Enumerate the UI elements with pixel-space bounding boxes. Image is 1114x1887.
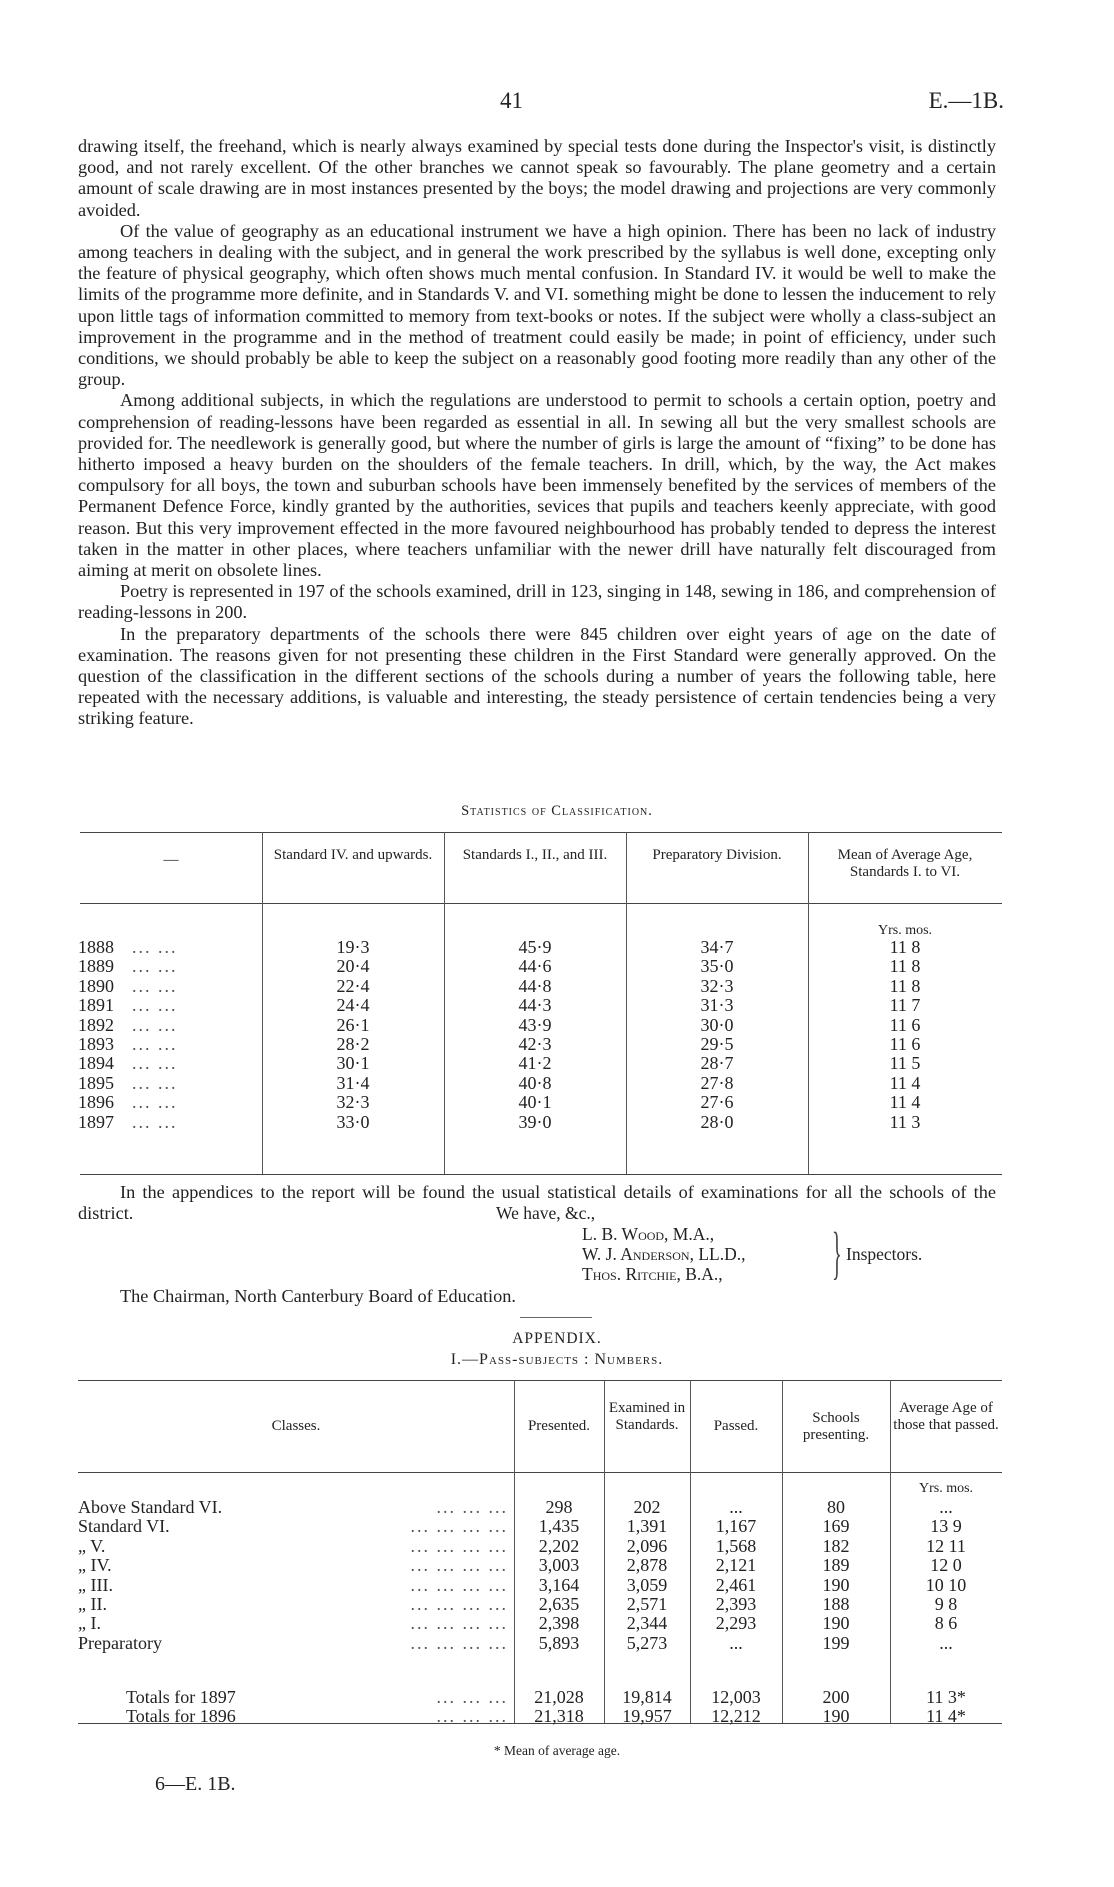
year-cell-text: 1897	[78, 1111, 114, 1132]
units-label: Yrs. mos.	[877, 923, 933, 938]
preparatory-cell	[626, 957, 808, 976]
average-age-cell-text: 8 6	[934, 1613, 958, 1634]
leader-dots: ... ... ... ...	[410, 1516, 508, 1537]
totals-schools-cell-text: 200	[822, 1687, 850, 1707]
class-cell	[78, 1556, 514, 1575]
mean-age-column	[808, 938, 1002, 1132]
leader-dots: ... ...	[132, 1092, 178, 1113]
totals-age-cell	[890, 1707, 1002, 1726]
schools-cell	[782, 1634, 890, 1653]
addressee: The Chairman, North Canterbury Board of Education.	[120, 1286, 516, 1306]
leader-dots: ... ... ...	[436, 1687, 508, 1707]
preparatory-cell-text: 29·5	[700, 1033, 734, 1054]
totals-passed	[690, 1688, 782, 1727]
average-age-cell	[890, 1498, 1002, 1517]
paragraph: In the preparatory departments of the schools there were 845 children over eight years of age on the date of examination. The reasons given for not presenting these children in the First Standard were generally approved. On the question of the classification in the different sections of the schools during a number of years the following table, here repeated with the necessary additions, is valuable and interesting, the steady persistence of certain tendencies being a very striking feature.	[78, 623, 996, 729]
class-cell-text: Preparatory	[78, 1632, 162, 1653]
column-header: Passed.	[713, 1418, 759, 1434]
average-age-cell-text: 12 11	[926, 1535, 966, 1556]
examined-cell-text: 1,391	[626, 1516, 668, 1537]
mean-age-cell	[808, 938, 1002, 957]
average-age-column	[890, 1498, 1002, 1653]
average-age-cell	[890, 1556, 1002, 1575]
schools-cell	[782, 1498, 890, 1517]
standard-iv-cell-text: 26·1	[336, 1014, 370, 1035]
year-cell-text: 1892	[78, 1014, 114, 1035]
standards-i-iii-cell-text: 41·2	[518, 1053, 552, 1074]
totals-schools-cell	[782, 1707, 890, 1726]
passed-cell-text: 1,167	[715, 1516, 757, 1537]
table-rule	[78, 1380, 1002, 1381]
class-cell-text: Standard VI.	[78, 1516, 170, 1537]
schools-cell	[782, 1537, 890, 1556]
leader-dots: ... ...	[132, 995, 178, 1016]
leader-dots: ... ...	[132, 1111, 178, 1132]
column-header: Classes.	[271, 1418, 321, 1434]
leader-dots: ... ...	[132, 1053, 178, 1074]
examined-cell	[604, 1498, 690, 1517]
year-cell-text: 1888	[78, 937, 114, 957]
mean-age-cell	[808, 1113, 1002, 1132]
leader-dots: ... ... ...	[436, 1706, 508, 1727]
standards-i-iii-cell	[444, 977, 626, 996]
schools-cell-text: 189	[822, 1555, 850, 1576]
year-cell	[78, 957, 260, 976]
preparatory-column	[626, 938, 808, 1132]
body-text	[78, 136, 996, 730]
leader-dots: ... ... ... ...	[410, 1535, 508, 1556]
table-rule	[80, 832, 1002, 833]
mean-age-cell-text: 11 4	[889, 1092, 921, 1113]
paragraph: drawing itself, the freehand, which is nearly always examined by special tests done during the Inspector's visit, is distinctly good, and not rarely excellent. Of the other branches we cannot speak so favourably. The plane geometry and a certain amount of scale drawing are in most instances presented by the boys; the model drawing and projections are very commonly avoided.	[78, 136, 996, 220]
standards-i-iii-cell	[444, 957, 626, 976]
presented-column	[514, 1498, 604, 1653]
examined-cell	[604, 1595, 690, 1614]
inspector-name: W. J. Anderson, LL.D.,	[582, 1244, 746, 1264]
preparatory-cell	[626, 1054, 808, 1073]
year-cell-text: 1890	[78, 975, 114, 996]
standard-iv-cell	[262, 1054, 444, 1073]
presented-cell	[514, 1576, 604, 1595]
mean-age-cell	[808, 1035, 1002, 1054]
schools-cell-text: 190	[822, 1574, 850, 1595]
preparatory-cell-text: 28·7	[700, 1053, 734, 1074]
schools-cell-text: 169	[822, 1516, 850, 1537]
preparatory-cell-text: 35·0	[700, 956, 734, 977]
passed-cell-text: ...	[729, 1632, 743, 1653]
standard-iv-cell	[262, 1074, 444, 1093]
year-cell-text: 1893	[78, 1033, 114, 1054]
paragraph: In the appendices to the report will be found the usual statistical details of examinations for all the schools of the district.	[78, 1182, 996, 1224]
standard-iv-cell	[262, 957, 444, 976]
presented-cell-text: 2,398	[538, 1613, 580, 1634]
mean-age-cell	[808, 1054, 1002, 1073]
average-age-cell-text: 9 8	[934, 1593, 958, 1614]
preparatory-cell	[626, 938, 808, 957]
presented-cell	[514, 1537, 604, 1556]
totals-presented-cell	[514, 1707, 604, 1726]
examined-cell-text: 202	[633, 1497, 661, 1517]
we-have: We have, &c.,	[496, 1203, 596, 1223]
preparatory-cell	[626, 1093, 808, 1112]
totals-schools	[782, 1688, 890, 1727]
standard-iv-cell-text: 33·0	[336, 1111, 370, 1132]
passed-cell-text: 2,393	[715, 1593, 757, 1614]
leader-dots: ... ... ...	[436, 1497, 508, 1517]
standard-iv-column	[262, 938, 444, 1132]
standards-i-iii-cell-text: 45·9	[518, 937, 552, 957]
passed-cell	[690, 1517, 782, 1536]
mean-age-cell-text: 11 8	[889, 937, 921, 957]
preparatory-cell-text: 28·0	[700, 1111, 734, 1132]
presented-cell-text: 2,635	[538, 1593, 580, 1614]
page-footer: 6—E. 1B.	[155, 1773, 236, 1795]
standard-iv-cell-text: 31·4	[336, 1072, 370, 1093]
mean-age-cell	[808, 957, 1002, 976]
page-number: 41	[500, 88, 523, 113]
class-cell	[78, 1614, 514, 1633]
totals-age-cell-text: 11 3*	[926, 1687, 966, 1707]
column-header: Presented.	[527, 1418, 591, 1434]
standards-i-iii-cell	[444, 1016, 626, 1035]
schools-cell	[782, 1517, 890, 1536]
leader-dots: ... ...	[132, 1033, 178, 1054]
leader-dots: ... ...	[132, 1014, 178, 1035]
footnote: * Mean of average age.	[493, 1743, 621, 1758]
mean-age-cell	[808, 1016, 1002, 1035]
year-cell	[78, 1093, 260, 1112]
class-cell-text: „ IV.	[78, 1555, 112, 1576]
classes-column	[78, 1498, 514, 1653]
passed-cell-text: 2,461	[715, 1574, 757, 1595]
standards-i-iii-cell	[444, 1074, 626, 1093]
totals-schools-cell	[782, 1688, 890, 1707]
appendix-title: APPENDIX.	[512, 1330, 602, 1347]
schools-cell	[782, 1614, 890, 1633]
totals-label-cell	[78, 1707, 514, 1726]
column-header: Examined in Standards.	[608, 1400, 686, 1433]
class-cell	[78, 1595, 514, 1614]
totals-examined-cell	[604, 1688, 690, 1707]
standard-iv-cell	[262, 1016, 444, 1035]
totals-presented-cell-text: 21,318	[534, 1706, 584, 1727]
preparatory-cell-text: 27·6	[700, 1092, 734, 1113]
standards-i-iii-cell	[444, 1054, 626, 1073]
mean-age-cell	[808, 977, 1002, 996]
table-rule	[80, 903, 1002, 904]
examined-cell	[604, 1537, 690, 1556]
examined-cell-text: 5,273	[626, 1632, 668, 1653]
preparatory-cell	[626, 1016, 808, 1035]
passed-cell	[690, 1576, 782, 1595]
year-cell	[78, 1035, 260, 1054]
preparatory-cell-text: 34·7	[700, 937, 734, 957]
standards-i-iii-cell-text: 44·3	[518, 995, 552, 1016]
totals-passed-cell-text: 12,003	[711, 1687, 761, 1707]
preparatory-cell-text: 30·0	[700, 1014, 734, 1035]
inspector-name: Thos. Ritchie, B.A.,	[582, 1264, 723, 1284]
passed-column	[690, 1498, 782, 1653]
paragraph: Of the value of geography as an educational instrument we have a high opinion. There has been no lack of industry among teachers in dealing with the subject, and in general the work prescribed by the syllabus is well done, excepting only the feature of physical geography, which often shows much mental confusion. In Standard IV. it would be well to make the limits of the programme more definite, and in Standards V. and VI. something might be done to lessen the inducement to rely upon little tags of information committed to memory from text-books or notes. If the subject were wholly a class-subject an improvement in the programme and in the method of treatment could easily be made; in point of efficiency, under such conditions, we should probably be able to keep the subject on a reasonably good footing more readily than any other of the group.	[78, 220, 996, 390]
average-age-cell	[890, 1614, 1002, 1633]
passed-cell-text: 1,568	[715, 1535, 757, 1556]
class-cell	[78, 1634, 514, 1653]
column-header: Schools presenting.	[802, 1410, 870, 1443]
totals-average-age	[890, 1688, 1002, 1727]
brace-icon: }	[832, 1220, 842, 1285]
passed-cell	[690, 1498, 782, 1517]
units-label: Yrs. mos.	[918, 1481, 974, 1496]
passed-cell	[690, 1634, 782, 1653]
preparatory-cell-text: 32·3	[700, 975, 734, 996]
schools-cell-text: 190	[822, 1613, 850, 1634]
preparatory-cell	[626, 1074, 808, 1093]
schools-cell-text: 182	[822, 1535, 850, 1556]
year-cell-text: 1889	[78, 956, 114, 977]
passed-cell	[690, 1595, 782, 1614]
examined-cell	[604, 1634, 690, 1653]
mean-age-cell-text: 11 5	[889, 1053, 921, 1074]
year-cell	[78, 1054, 260, 1073]
appendix-subtitle: I.—Pass-subjects : Numbers.	[450, 1351, 664, 1368]
totals-presented-cell-text: 21,028	[534, 1687, 584, 1707]
schools-cell	[782, 1595, 890, 1614]
presented-cell-text: 1,435	[538, 1516, 580, 1537]
standard-iv-cell-text: 30·1	[336, 1053, 370, 1074]
totals-passed-cell-text: 12,212	[711, 1706, 761, 1727]
year-column	[78, 938, 260, 1132]
passed-cell	[690, 1537, 782, 1556]
examined-cell	[604, 1556, 690, 1575]
passed-cell	[690, 1556, 782, 1575]
leader-dots: ... ... ... ...	[410, 1593, 508, 1614]
leader-dots: ... ...	[132, 1072, 178, 1093]
standards-i-iii-cell-text: 40·1	[518, 1092, 552, 1113]
standards-i-iii-cell-text: 39·0	[518, 1111, 552, 1132]
standards-i-iii-cell	[444, 1093, 626, 1112]
year-cell	[78, 938, 260, 957]
average-age-cell-text: 13 9	[930, 1516, 962, 1537]
totals-presented	[514, 1688, 604, 1727]
presented-cell-text: 2,202	[538, 1535, 580, 1556]
standard-iv-cell	[262, 1093, 444, 1112]
year-cell	[78, 1113, 260, 1132]
inspector-name: L. B. Wood, M.A.,	[582, 1224, 715, 1244]
passed-cell	[690, 1614, 782, 1633]
standards-i-iii-cell	[444, 1035, 626, 1054]
totals-label-cell	[78, 1688, 514, 1707]
average-age-cell-text: 10 10	[925, 1574, 967, 1595]
year-cell	[78, 996, 260, 1015]
examined-cell-text: 3,059	[626, 1574, 668, 1595]
totals-passed-cell	[690, 1688, 782, 1707]
standard-iv-cell-text: 28·2	[336, 1033, 370, 1054]
standard-iv-cell-text: 20·4	[336, 956, 370, 977]
year-cell-text: 1894	[78, 1053, 114, 1074]
leader-dots: ... ...	[132, 937, 178, 957]
class-cell-text: „ II.	[78, 1593, 107, 1614]
column-header: Standards I., II., and III.	[462, 847, 608, 863]
table-rule	[80, 1174, 1002, 1175]
preparatory-cell-text: 27·8	[700, 1072, 734, 1093]
schools-cell-text: 80	[827, 1497, 845, 1517]
mean-age-cell-text: 11 6	[889, 1033, 921, 1054]
table-caption: Statistics of Classification.	[461, 803, 653, 819]
paragraph: Poetry is represented in 197 of the schools examined, drill in 123, singing in 148, sewing in 186, and comprehension of reading-lessons in 200.	[78, 581, 996, 623]
standards-i-iii-cell-text: 42·3	[518, 1033, 552, 1054]
leader-dots: ... ...	[132, 975, 178, 996]
average-age-cell-text: 12 0	[930, 1555, 962, 1576]
presented-cell-text: 5,893	[538, 1632, 580, 1653]
standards-i-iii-cell-text: 44·6	[518, 956, 552, 977]
examined-cell	[604, 1576, 690, 1595]
average-age-cell	[890, 1595, 1002, 1614]
section-rule	[520, 1317, 592, 1318]
standard-iv-cell-text: 19·3	[336, 937, 370, 957]
preparatory-cell-text: 31·3	[700, 995, 734, 1016]
passed-cell-text: 2,121	[715, 1555, 757, 1576]
standards-i-iii-cell-text: 44·8	[518, 975, 552, 996]
standards-i-iii-cell	[444, 996, 626, 1015]
average-age-cell	[890, 1537, 1002, 1556]
year-cell-text: 1895	[78, 1072, 114, 1093]
examined-cell	[604, 1614, 690, 1633]
totals-passed-cell	[690, 1707, 782, 1726]
average-age-cell-text: ...	[939, 1497, 953, 1517]
examined-cell-text: 2,571	[626, 1593, 668, 1614]
class-cell	[78, 1498, 514, 1517]
totals-label-cell-text: Totals for 1897	[126, 1687, 236, 1707]
leader-dots: ... ...	[132, 956, 178, 977]
totals-age-cell-text: 11 4*	[926, 1706, 966, 1727]
mean-age-cell-text: 11 6	[889, 1014, 921, 1035]
preparatory-cell	[626, 977, 808, 996]
schools-column	[782, 1498, 890, 1653]
standards-i-iii-cell	[444, 1113, 626, 1132]
page-header	[0, 88, 1114, 118]
presented-cell-text: 3,003	[538, 1555, 580, 1576]
class-cell	[78, 1576, 514, 1595]
mean-age-cell-text: 11 7	[889, 995, 921, 1016]
presented-cell	[514, 1498, 604, 1517]
standard-iv-cell-text: 32·3	[336, 1092, 370, 1113]
preparatory-cell	[626, 1035, 808, 1054]
totals-label-cell-text: Totals for 1896	[126, 1706, 236, 1727]
year-cell	[78, 1074, 260, 1093]
schools-cell	[782, 1576, 890, 1595]
standard-iv-cell	[262, 1113, 444, 1132]
schools-cell	[782, 1556, 890, 1575]
year-cell-text: 1891	[78, 995, 114, 1016]
mean-age-cell	[808, 1093, 1002, 1112]
totals-presented-cell	[514, 1688, 604, 1707]
standard-iv-cell-text: 22·4	[336, 975, 370, 996]
mean-age-cell	[808, 1074, 1002, 1093]
leader-dots: ... ... ... ...	[410, 1632, 508, 1653]
class-cell-text: „ V.	[78, 1535, 106, 1556]
standard-iv-cell	[262, 996, 444, 1015]
leader-dots: ... ... ... ...	[410, 1555, 508, 1576]
table-rule	[78, 1472, 1002, 1473]
standard-iv-cell	[262, 1035, 444, 1054]
class-cell-text: „ I.	[78, 1613, 101, 1634]
mean-age-cell-text: 11 4	[889, 1072, 921, 1093]
presented-cell	[514, 1634, 604, 1653]
year-cell-text: 1896	[78, 1092, 114, 1113]
passed-cell-text: ...	[729, 1497, 743, 1517]
standard-iv-cell-text: 24·4	[336, 995, 370, 1016]
schools-cell-text: 188	[822, 1593, 850, 1614]
standards-i-iii-cell-text: 43·9	[518, 1014, 552, 1035]
year-cell	[78, 1016, 260, 1035]
class-cell-text: „ III.	[78, 1574, 113, 1595]
presented-cell	[514, 1556, 604, 1575]
totals-schools-cell-text: 190	[822, 1706, 850, 1727]
examined-cell-text: 2,096	[626, 1535, 668, 1556]
standard-iv-cell	[262, 938, 444, 957]
presented-cell	[514, 1517, 604, 1536]
examined-cell-text: 2,344	[626, 1613, 668, 1634]
mean-age-cell-text: 11 8	[889, 956, 921, 977]
standards-i-iii-cell-text: 40·8	[518, 1072, 552, 1093]
average-age-cell-text: ...	[939, 1632, 953, 1653]
passed-cell-text: 2,293	[715, 1613, 757, 1634]
mean-age-cell-text: 11 3	[889, 1111, 921, 1132]
preparatory-cell	[626, 1113, 808, 1132]
examined-cell-text: 2,878	[626, 1555, 668, 1576]
average-age-cell	[890, 1634, 1002, 1653]
leader-dots: ... ... ... ...	[410, 1574, 508, 1595]
class-cell	[78, 1517, 514, 1536]
presented-cell-text: 298	[545, 1497, 573, 1517]
inspectors-label: Inspectors.	[846, 1244, 923, 1264]
totals-age-cell	[890, 1688, 1002, 1707]
class-cell-text: Above Standard VI.	[78, 1497, 223, 1517]
class-cell	[78, 1537, 514, 1556]
document-reference: E.—1B.	[928, 88, 1004, 113]
standards-i-iii-cell	[444, 938, 626, 957]
column-header: —	[163, 852, 179, 868]
totals-examined	[604, 1688, 690, 1727]
standards-i-iii-column	[444, 938, 626, 1132]
presented-cell	[514, 1614, 604, 1633]
examined-cell	[604, 1517, 690, 1536]
totals-examined-cell-text: 19,957	[622, 1706, 672, 1727]
preparatory-cell	[626, 996, 808, 1015]
schools-cell-text: 199	[822, 1632, 850, 1653]
presented-cell	[514, 1595, 604, 1614]
column-header: Average Age of those that passed.	[893, 1400, 999, 1433]
totals-labels	[78, 1688, 514, 1727]
mean-age-cell	[808, 996, 1002, 1015]
column-header: Standard IV. and upwards.	[273, 847, 433, 863]
totals-examined-cell-text: 19,814	[622, 1687, 672, 1707]
presented-cell-text: 3,164	[538, 1574, 580, 1595]
totals-examined-cell	[604, 1707, 690, 1726]
standard-iv-cell	[262, 977, 444, 996]
average-age-cell	[890, 1576, 1002, 1595]
paragraph: Among additional subjects, in which the regulations are understood to permit to schools a certain option, poetry and comprehension of reading-lessons have been regarded as essential in all. In sewing all but the very smallest schools are provided for. The needlework is generally good, but where the number of girls is large the amount of “fixing” to be done has hitherto imposed a heavy burden on the shoulders of the female teachers. In drill, which, by the way, the Act makes compulsory for all boys, the town and suburban schools have been immensely benefited by the services of members of the Permanent Defence Force, kindly granted by the authorities, sevices that pupils and teachers keenly appreciate, with good reason. But this very improvement effected in the more favoured neighbourhood has probably tended to depress the interest taken in the matter in other places, where teachers unfamiliar with the newer drill have naturally felt discouraged from aiming at merit on obsolete lines.	[78, 390, 996, 581]
year-cell	[78, 977, 260, 996]
leader-dots: ... ... ... ...	[410, 1613, 508, 1634]
column-header: Mean of Average Age, Standards I. to VI.	[837, 847, 973, 880]
examined-column	[604, 1498, 690, 1653]
mean-age-cell-text: 11 8	[889, 975, 921, 996]
average-age-cell	[890, 1517, 1002, 1536]
column-header: Preparatory Division.	[652, 847, 782, 863]
